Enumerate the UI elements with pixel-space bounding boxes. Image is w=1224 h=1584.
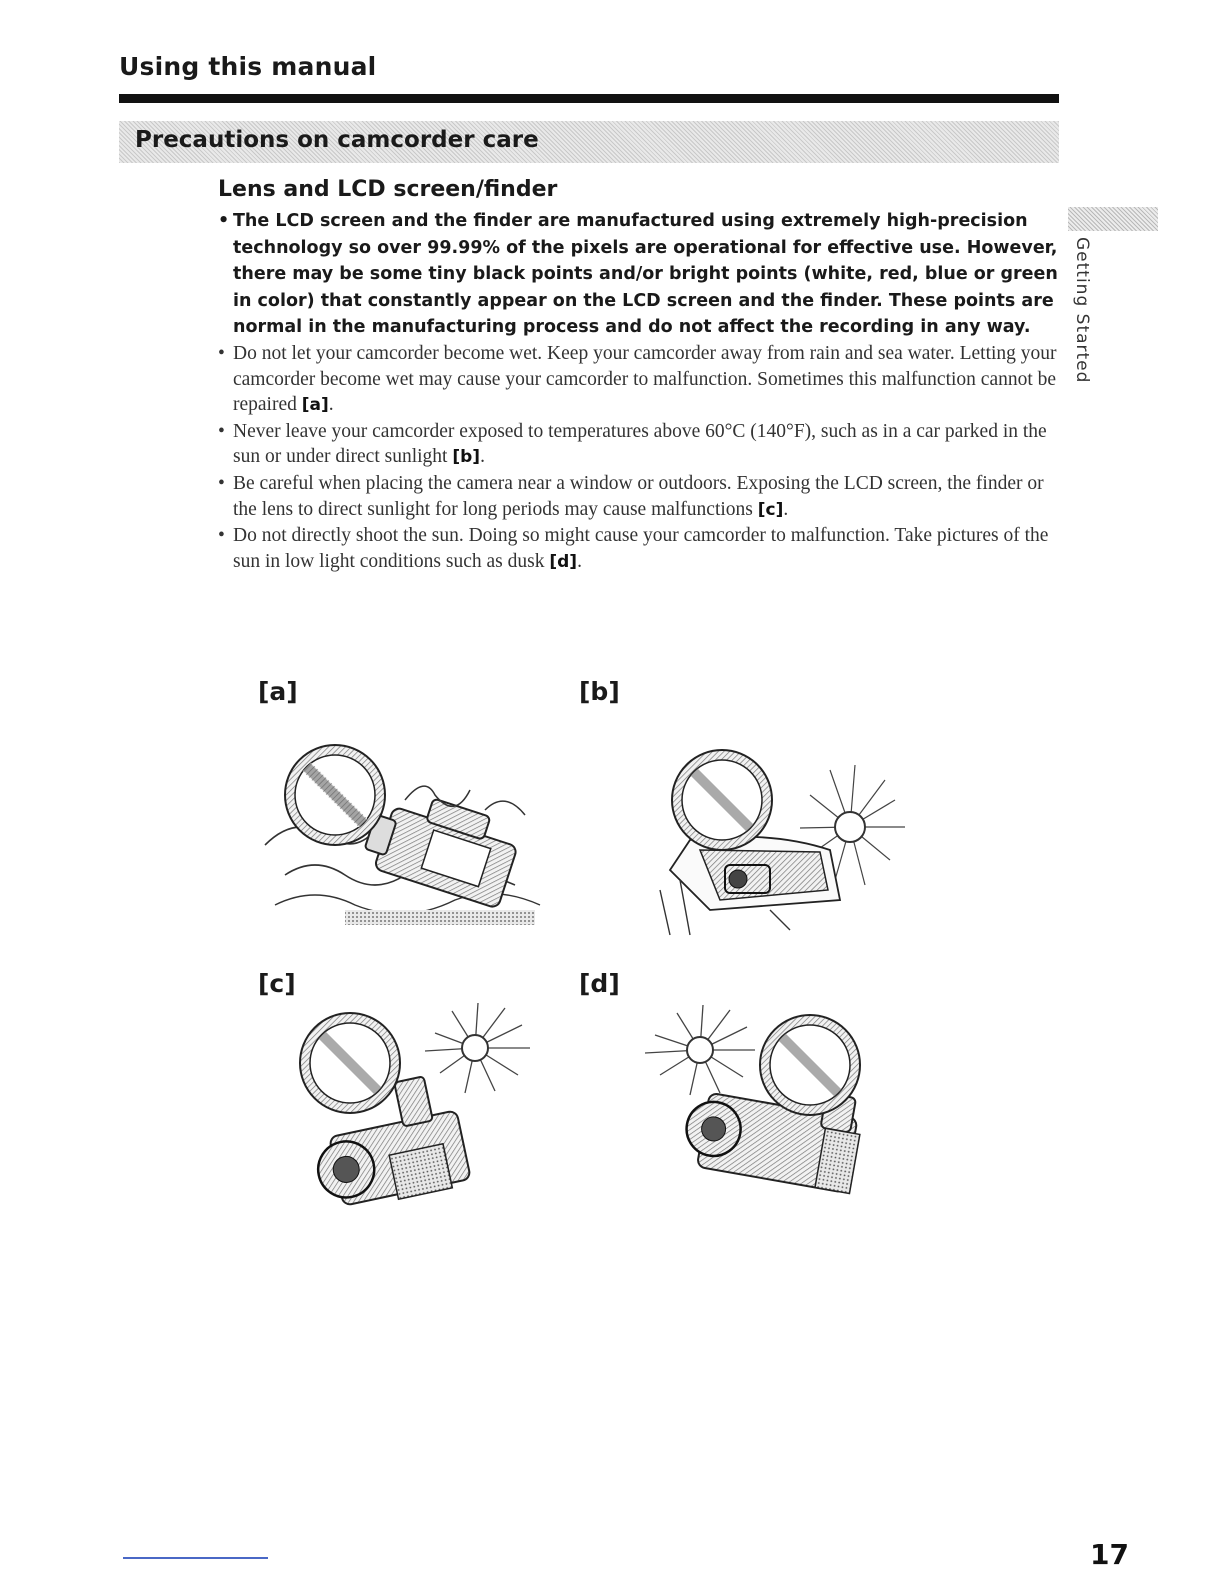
list-item bbox=[218, 341, 1060, 419]
bullet-text: Be careful when placing the camera near a window or outdoors. Exposing the LCD screen, the finder or the lens to direct sunlight for long periods may cause malfunctions bbox=[233, 472, 1044, 520]
bullet-text: Do not directly shoot the sun. Doing so might cause your camcorder to malfunction. Take pictures of the sun in low light conditions such as dusk bbox=[233, 525, 1049, 572]
figure-c-label: [c] bbox=[258, 969, 296, 998]
figure-reference: [c] bbox=[757, 499, 784, 520]
figure-reference: [a] bbox=[301, 395, 329, 416]
bullet-text: The LCD screen and the finder are manufactured using extremely high-precision technology so over 99.99% of the pixels are operational for effective use. However, there may be some tiny black points and/or bright points (white, red, blue or green in color) that constantly appear on the LCD screen and the finder. These points are normal in the manufacturing process and do not affect the recording in any way. bbox=[233, 211, 1058, 338]
figure-c-camera-near-window bbox=[290, 1003, 550, 1213]
page-number: 17 bbox=[1090, 1538, 1129, 1571]
figure-reference: [d] bbox=[549, 551, 578, 572]
figure-d-label: [d] bbox=[579, 969, 620, 998]
figure-reference: [b] bbox=[452, 447, 481, 468]
list-item bbox=[218, 419, 1060, 471]
precaution-list bbox=[218, 208, 1060, 575]
bullet-end: . bbox=[783, 498, 789, 520]
figure-b-car-in-sun bbox=[650, 740, 930, 940]
section-title: Precautions on camcorder care bbox=[135, 127, 539, 153]
bullet-end: . bbox=[480, 446, 485, 468]
section-thumb-tab bbox=[1068, 207, 1158, 231]
figure-a-wet-camcorder bbox=[255, 735, 555, 935]
list-item bbox=[218, 523, 1060, 575]
subsection-heading: Lens and LCD screen/finder bbox=[218, 177, 558, 202]
figure-b-label: [b] bbox=[579, 677, 620, 706]
figure-d-shooting-sun bbox=[645, 1005, 905, 1220]
list-item bbox=[218, 471, 1060, 523]
header-rule bbox=[119, 94, 1059, 103]
bullet-text: Never leave your camcorder exposed to temperatures above 60°C (140°F), such as in a car parked in the sun or under direct sunlight bbox=[233, 420, 1047, 468]
section-banner bbox=[119, 121, 1059, 163]
bullet-end: . bbox=[328, 394, 334, 416]
bullet-text: Do not let your camcorder become wet. Keep your camcorder away from rain and sea water. Letting your camcorder become wet may cause your camcorder to malfunction. Sometimes this malfunction cannot be repaired bbox=[233, 342, 1057, 416]
list-item bbox=[218, 208, 1060, 341]
figure-a-label: [a] bbox=[258, 677, 298, 706]
footer-link-underline[interactable] bbox=[123, 1557, 268, 1559]
side-section-label: Getting Started bbox=[1072, 237, 1092, 384]
page-header-title: Using this manual bbox=[119, 52, 377, 81]
bullet-end: . bbox=[577, 550, 582, 572]
